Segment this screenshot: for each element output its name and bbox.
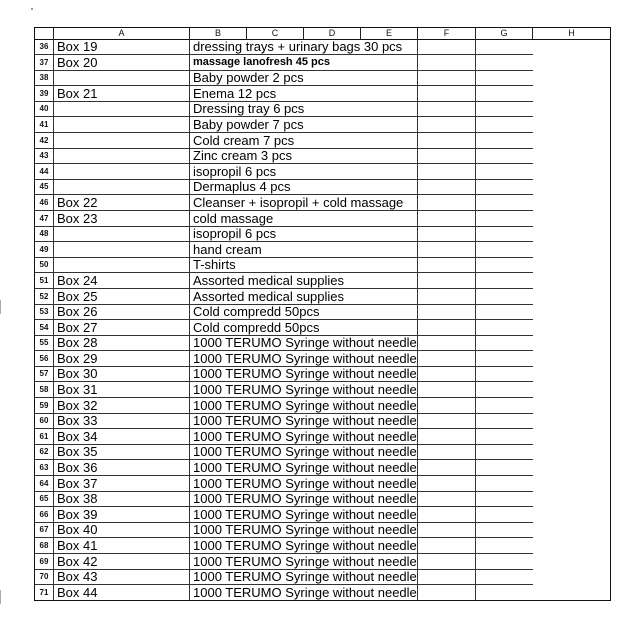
cell-h[interactable] — [476, 39, 533, 55]
scan-edge-mark — [0, 300, 7, 314]
cell-h[interactable] — [476, 55, 533, 71]
table-row — [35, 335, 610, 351]
cell-h[interactable] — [476, 195, 533, 211]
table-row — [35, 398, 610, 414]
table-row — [35, 211, 610, 227]
row-number[interactable]: 69 — [35, 554, 54, 570]
table-row — [35, 569, 610, 585]
cell-h[interactable] — [476, 491, 533, 507]
cell-h[interactable] — [476, 382, 533, 398]
table-row — [35, 257, 610, 273]
cell-h[interactable] — [476, 273, 533, 289]
cell-g[interactable] — [418, 413, 476, 429]
cell-box[interactable]: Box 31 — [54, 382, 190, 398]
cell-g[interactable] — [418, 320, 476, 336]
cell-g[interactable] — [418, 70, 476, 86]
cell-h[interactable] — [476, 476, 533, 492]
row-number[interactable]: 57 — [35, 366, 54, 382]
cell-g[interactable] — [418, 117, 476, 133]
cell-g[interactable] — [418, 522, 476, 538]
cell-box[interactable]: Box 23 — [54, 211, 190, 227]
cell-box[interactable] — [54, 117, 190, 133]
cell-h[interactable] — [476, 398, 533, 414]
column-header-f[interactable]: F — [418, 28, 476, 40]
cell-g[interactable] — [418, 39, 476, 55]
cell-g[interactable] — [418, 491, 476, 507]
cell-description[interactable]: T-shirts — [190, 257, 418, 273]
cell-box[interactable]: Box 40 — [54, 522, 190, 538]
cell-h[interactable] — [476, 460, 533, 476]
cell-description[interactable]: 1000 TERUMO Syringe without needle — [190, 538, 418, 554]
row-number[interactable]: 48 — [35, 226, 54, 242]
cell-box[interactable]: Box 22 — [54, 195, 190, 211]
cell-box[interactable] — [54, 164, 190, 180]
row-number[interactable]: 49 — [35, 242, 54, 258]
row-number[interactable]: 47 — [35, 211, 54, 227]
cell-g[interactable] — [418, 398, 476, 414]
table-row — [35, 382, 610, 398]
cell-g[interactable] — [418, 164, 476, 180]
table-row — [35, 39, 610, 55]
cell-description[interactable]: 1000 TERUMO Syringe without needle — [190, 522, 418, 538]
cell-h[interactable] — [476, 366, 533, 382]
cell-h[interactable] — [476, 148, 533, 164]
row-number[interactable]: 65 — [35, 491, 54, 507]
cell-h[interactable] — [476, 133, 533, 149]
table-row — [35, 366, 610, 382]
cell-description[interactable]: cold massage — [190, 211, 418, 227]
cell-box[interactable]: Box 38 — [54, 491, 190, 507]
cell-g[interactable] — [418, 179, 476, 195]
cell-box[interactable]: Box 44 — [54, 585, 190, 601]
row-number[interactable]: 45 — [35, 179, 54, 195]
table-row — [35, 320, 610, 336]
cell-description[interactable]: dressing trays + urinary bags 30 pcs — [190, 39, 418, 55]
cell-description[interactable]: 1000 TERUMO Syringe without needle — [190, 366, 418, 382]
cell-box[interactable]: Box 42 — [54, 554, 190, 570]
cell-h[interactable] — [476, 289, 533, 305]
cell-g[interactable] — [418, 148, 476, 164]
table-row — [35, 242, 610, 258]
cell-g[interactable] — [418, 101, 476, 117]
row-number[interactable]: 60 — [35, 413, 54, 429]
column-header-a[interactable]: A — [54, 28, 190, 40]
table-row — [35, 507, 610, 523]
cell-description[interactable]: 1000 TERUMO Syringe without needle — [190, 429, 418, 445]
cell-h[interactable] — [476, 117, 533, 133]
cell-box[interactable] — [54, 133, 190, 149]
table-row — [35, 585, 610, 601]
cell-description[interactable]: Baby powder 2 pcs — [190, 70, 418, 86]
cell-box[interactable]: Box 37 — [54, 476, 190, 492]
row-number[interactable]: 44 — [35, 164, 54, 180]
spreadsheet — [34, 27, 611, 601]
cell-g[interactable] — [418, 273, 476, 289]
cell-h[interactable] — [476, 538, 533, 554]
row-number[interactable]: 55 — [35, 335, 54, 351]
cell-g[interactable] — [418, 86, 476, 102]
column-header-b[interactable]: B — [190, 28, 247, 40]
cell-box[interactable]: Box 32 — [54, 398, 190, 414]
cell-g[interactable] — [418, 133, 476, 149]
cell-description[interactable]: Enema 12 pcs — [190, 86, 418, 102]
row-number[interactable]: 38 — [35, 70, 54, 86]
cell-box[interactable]: Box 29 — [54, 351, 190, 367]
cell-description[interactable]: 1000 TERUMO Syringe without needle — [190, 398, 418, 414]
table-row — [35, 429, 610, 445]
cell-g[interactable] — [418, 257, 476, 273]
row-number[interactable]: 62 — [35, 444, 54, 460]
table-row — [35, 133, 610, 149]
row-number[interactable]: 43 — [35, 148, 54, 164]
row-number[interactable]: 58 — [35, 382, 54, 398]
cell-description[interactable]: 1000 TERUMO Syringe without needle — [190, 507, 418, 523]
cell-box[interactable]: Box 27 — [54, 320, 190, 336]
row-number[interactable]: 71 — [35, 585, 54, 601]
column-header-h[interactable]: H — [533, 28, 610, 40]
cell-box[interactable]: Box 36 — [54, 460, 190, 476]
row-number[interactable]: 53 — [35, 304, 54, 320]
cell-h[interactable] — [476, 320, 533, 336]
cell-description[interactable]: 1000 TERUMO Syringe without needle — [190, 554, 418, 570]
cell-g[interactable] — [418, 585, 476, 601]
table-row — [35, 179, 610, 195]
cell-h[interactable] — [476, 522, 533, 538]
row-number[interactable]: 51 — [35, 273, 54, 289]
cell-h[interactable] — [476, 86, 533, 102]
cell-h[interactable] — [476, 444, 533, 460]
cell-g[interactable] — [418, 554, 476, 570]
cell-description[interactable]: 1000 TERUMO Syringe without needle — [190, 585, 418, 601]
row-number[interactable]: 40 — [35, 101, 54, 117]
cell-h[interactable] — [476, 242, 533, 258]
cell-h[interactable] — [476, 351, 533, 367]
cell-h[interactable] — [476, 70, 533, 86]
cell-description[interactable]: 1000 TERUMO Syringe without needle — [190, 351, 418, 367]
row-number[interactable]: 61 — [35, 429, 54, 445]
cell-description[interactable]: 1000 TERUMO Syringe without needle — [190, 569, 418, 585]
cell-g[interactable] — [418, 351, 476, 367]
column-header-c[interactable]: C — [247, 28, 304, 40]
cell-box[interactable]: Box 24 — [54, 273, 190, 289]
cell-description[interactable]: 1000 TERUMO Syringe without needle — [190, 444, 418, 460]
cell-box[interactable]: Box 35 — [54, 444, 190, 460]
cell-g[interactable] — [418, 304, 476, 320]
table-row — [35, 164, 610, 180]
cell-box[interactable]: Box 34 — [54, 429, 190, 445]
table-row — [35, 289, 610, 305]
scan-speck — [31, 8, 33, 10]
cell-g[interactable] — [418, 476, 476, 492]
cell-box[interactable]: Box 43 — [54, 569, 190, 585]
cell-description[interactable]: Dermaplus 4 pcs — [190, 179, 418, 195]
row-number[interactable]: 36 — [35, 39, 54, 55]
table-row — [35, 444, 610, 460]
cell-h[interactable] — [476, 211, 533, 227]
cell-description[interactable]: isopropil 6 pcs — [190, 226, 418, 242]
cell-description[interactable]: isopropil 6 pcs — [190, 164, 418, 180]
cell-g[interactable] — [418, 507, 476, 523]
row-number[interactable]: 41 — [35, 117, 54, 133]
cell-box[interactable] — [54, 70, 190, 86]
table-row — [35, 351, 610, 367]
row-number[interactable]: 64 — [35, 476, 54, 492]
cell-description[interactable]: Cold compredd 50pcs — [190, 304, 418, 320]
cell-box[interactable] — [54, 179, 190, 195]
cell-g[interactable] — [418, 460, 476, 476]
row-number[interactable]: 39 — [35, 86, 54, 102]
cell-g[interactable] — [418, 195, 476, 211]
cell-h[interactable] — [476, 335, 533, 351]
cell-description[interactable]: Zinc cream 3 pcs — [190, 148, 418, 164]
cell-box[interactable]: Box 21 — [54, 86, 190, 102]
cell-h[interactable] — [476, 585, 533, 601]
cell-box[interactable]: Box 25 — [54, 289, 190, 305]
table-row — [35, 273, 610, 289]
table-row — [35, 101, 610, 117]
cell-h[interactable] — [476, 507, 533, 523]
row-number[interactable]: 66 — [35, 507, 54, 523]
cell-box[interactable]: Box 39 — [54, 507, 190, 523]
table-row — [35, 476, 610, 492]
table-row — [35, 226, 610, 242]
cell-description[interactable]: 1000 TERUMO Syringe without needle — [190, 335, 418, 351]
cell-h[interactable] — [476, 554, 533, 570]
row-number[interactable]: 68 — [35, 538, 54, 554]
column-header-d[interactable]: D — [304, 28, 361, 40]
table-row — [35, 86, 610, 102]
table-row — [35, 70, 610, 86]
cell-box[interactable] — [54, 101, 190, 117]
cell-description[interactable]: 1000 TERUMO Syringe without needle — [190, 491, 418, 507]
cell-description[interactable]: 1000 TERUMO Syringe without needle — [190, 382, 418, 398]
cell-box[interactable] — [54, 226, 190, 242]
cell-h[interactable] — [476, 179, 533, 195]
row-number[interactable]: 59 — [35, 398, 54, 414]
cell-g[interactable] — [418, 242, 476, 258]
scan-edge-mark — [0, 590, 7, 604]
cell-description[interactable]: massage lanofresh 45 pcs — [190, 55, 418, 71]
cell-g[interactable] — [418, 444, 476, 460]
table-row — [35, 55, 610, 71]
cell-h[interactable] — [476, 413, 533, 429]
cell-g[interactable] — [418, 55, 476, 71]
cell-box[interactable]: Box 28 — [54, 335, 190, 351]
table-row — [35, 538, 610, 554]
row-number[interactable]: 70 — [35, 569, 54, 585]
cell-h[interactable] — [476, 569, 533, 585]
cell-box[interactable]: Box 20 — [54, 55, 190, 71]
cell-box[interactable]: Box 19 — [54, 39, 190, 55]
row-number[interactable]: 46 — [35, 195, 54, 211]
cell-description[interactable]: Cleanser + isopropil + cold massage — [190, 195, 418, 211]
cell-description[interactable]: 1000 TERUMO Syringe without needle — [190, 476, 418, 492]
cell-h[interactable] — [476, 429, 533, 445]
table-row — [35, 117, 610, 133]
cell-box[interactable] — [54, 242, 190, 258]
row-number[interactable]: 52 — [35, 289, 54, 305]
cell-box[interactable] — [54, 257, 190, 273]
cell-h[interactable] — [476, 257, 533, 273]
table-row — [35, 195, 610, 211]
cell-h[interactable] — [476, 226, 533, 242]
cell-box[interactable]: Box 41 — [54, 538, 190, 554]
table-row — [35, 522, 610, 538]
cell-description[interactable]: Assorted medical supplies — [190, 273, 418, 289]
cell-g[interactable] — [418, 226, 476, 242]
cell-description[interactable]: Dressing tray 6 pcs — [190, 101, 418, 117]
cell-g[interactable] — [418, 382, 476, 398]
cell-description[interactable]: Baby powder 7 pcs — [190, 117, 418, 133]
row-number[interactable]: 37 — [35, 55, 54, 71]
column-header-e[interactable]: E — [361, 28, 418, 40]
cell-g[interactable] — [418, 289, 476, 305]
cell-g[interactable] — [418, 538, 476, 554]
cell-description[interactable]: 1000 TERUMO Syringe without needle — [190, 460, 418, 476]
cell-g[interactable] — [418, 211, 476, 227]
cell-h[interactable] — [476, 164, 533, 180]
cell-g[interactable] — [418, 569, 476, 585]
cell-description[interactable]: Assorted medical supplies — [190, 289, 418, 305]
cell-g[interactable] — [418, 335, 476, 351]
column-header-g[interactable]: G — [476, 28, 533, 40]
cell-box[interactable] — [54, 148, 190, 164]
cell-description[interactable]: 1000 TERUMO Syringe without needle — [190, 413, 418, 429]
row-number[interactable]: 54 — [35, 320, 54, 336]
cell-box[interactable]: Box 26 — [54, 304, 190, 320]
table-row — [35, 304, 610, 320]
table-row — [35, 491, 610, 507]
row-number[interactable]: 63 — [35, 460, 54, 476]
sheet-rows — [35, 39, 610, 600]
cell-box[interactable]: Box 30 — [54, 366, 190, 382]
cell-box[interactable]: Box 33 — [54, 413, 190, 429]
cell-description[interactable]: Cold compredd 50pcs — [190, 320, 418, 336]
column-header-row — [35, 28, 610, 39]
table-row — [35, 413, 610, 429]
cell-description[interactable]: hand cream — [190, 242, 418, 258]
row-number[interactable]: 50 — [35, 257, 54, 273]
row-number[interactable]: 56 — [35, 351, 54, 367]
cell-description[interactable]: Cold cream 7 pcs — [190, 133, 418, 149]
cell-h[interactable] — [476, 101, 533, 117]
cell-g[interactable] — [418, 366, 476, 382]
table-row — [35, 460, 610, 476]
row-number[interactable]: 67 — [35, 522, 54, 538]
table-row — [35, 148, 610, 164]
cell-h[interactable] — [476, 304, 533, 320]
row-number[interactable]: 42 — [35, 133, 54, 149]
cell-g[interactable] — [418, 429, 476, 445]
table-row — [35, 554, 610, 570]
